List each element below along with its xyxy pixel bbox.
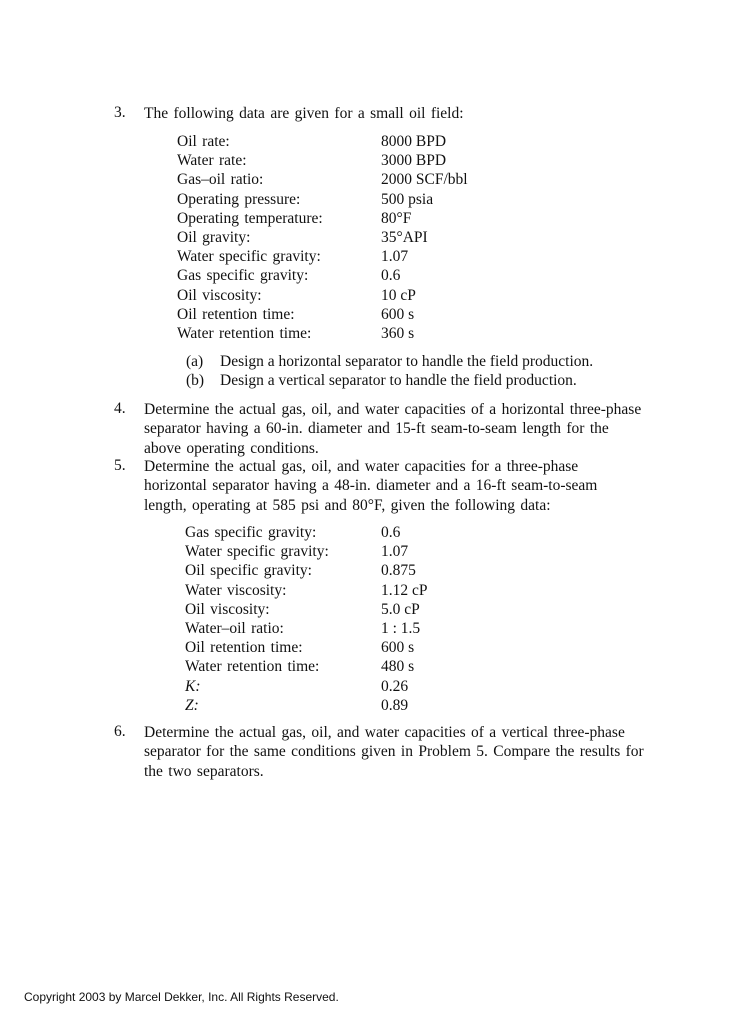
table-row [185, 696, 428, 715]
data-label: Oil retention time: [177, 305, 295, 323]
table-row [185, 619, 428, 638]
problem-6-number: 6. [114, 723, 126, 740]
table-row [185, 581, 428, 600]
data-value: 0.6 [381, 524, 401, 541]
table-row [185, 600, 428, 619]
data-label: Water viscosity: [185, 581, 287, 599]
table-row [185, 523, 428, 542]
data-label: Water retention time: [185, 658, 320, 676]
table-row [177, 228, 468, 247]
table-row [177, 324, 468, 343]
data-label: Z: [185, 696, 199, 714]
data-label: Water rate: [177, 152, 247, 170]
data-label: K: [185, 677, 201, 695]
data-label: Operating pressure: [177, 190, 301, 208]
data-value: 0.6 [381, 267, 401, 285]
subitem-text: Design a horizontal separator to handle the field production. [220, 353, 594, 370]
table-row [177, 266, 468, 285]
table-row [177, 190, 468, 209]
data-label: Water–oil ratio: [185, 620, 284, 638]
data-value: 0.89 [381, 696, 409, 714]
data-label: Oil specific gravity: [185, 562, 312, 580]
data-value: 8000 BPD [381, 133, 447, 150]
data-label: Oil viscosity: [177, 286, 262, 304]
table-row [185, 561, 428, 580]
data-value: 360 s [381, 325, 415, 343]
data-value: 10 cP [381, 286, 416, 304]
data-value: 600 s [381, 639, 415, 657]
data-value: 0.875 [381, 562, 416, 580]
data-label: Operating temperature: [177, 209, 323, 227]
problem-6 [114, 723, 644, 781]
data-label: Oil gravity: [177, 229, 251, 247]
subitem-letter: (b) [186, 371, 205, 389]
problem-3 [114, 104, 644, 123]
table-row [177, 151, 468, 170]
table-row [177, 286, 468, 305]
data-value: 80°F [381, 209, 412, 227]
data-label: Water specific gravity: [185, 543, 329, 561]
problem-5-data-table [185, 523, 428, 715]
problem-3-data-table [177, 132, 468, 343]
table-row [177, 132, 468, 151]
problem-6-text: Determine the actual gas, oil, and water capacities of a vertical three-phase separator for the same conditions given in Problem 5. Compare the results for the two separators. [144, 724, 644, 780]
data-value: 1.12 cP [381, 581, 428, 599]
table-row [185, 638, 428, 657]
data-label: Gas specific gravity: [185, 524, 317, 541]
table-row [185, 677, 428, 696]
data-value: 500 psia [381, 190, 434, 208]
data-label: Oil retention time: [185, 639, 303, 657]
table-row [185, 657, 428, 676]
data-value: 480 s [381, 658, 415, 676]
list-item [186, 353, 593, 372]
problem-4-number: 4. [114, 400, 126, 417]
data-label: Gas–oil ratio: [177, 171, 264, 189]
data-label: Oil rate: [177, 133, 230, 150]
subitem-letter: (a) [186, 353, 204, 370]
table-row [177, 305, 468, 324]
problem-3-subitems [186, 353, 593, 390]
data-value: 3000 BPD [381, 152, 447, 170]
data-value: 5.0 cP [381, 600, 420, 618]
table-row [177, 209, 468, 228]
table-row [185, 542, 428, 561]
data-value: 1.07 [381, 248, 409, 266]
data-label: Water retention time: [177, 325, 312, 343]
problem-5-number: 5. [114, 457, 126, 474]
data-value: 1 : 1.5 [381, 620, 421, 638]
list-item [186, 372, 593, 391]
data-value: 35°API [381, 229, 428, 247]
subitem-text: Design a vertical separator to handle the field production. [220, 371, 577, 389]
problem-3-intro: The following data are given for a small oil field: [144, 105, 464, 122]
problem-3-number: 3. [114, 104, 126, 121]
data-value: 1.07 [381, 543, 409, 561]
data-label: Water specific gravity: [177, 248, 321, 266]
data-value: 0.26 [381, 677, 409, 695]
data-value: 600 s [381, 305, 415, 323]
problem-4 [114, 400, 644, 458]
data-value: 2000 SCF/bbl [381, 171, 468, 189]
data-label: Oil viscosity: [185, 600, 270, 618]
table-row [177, 170, 468, 189]
problem-5-text: Determine the actual gas, oil, and water capacities for a three-phase horizontal separator having a 48-in. diameter and a 16-ft seam-to-seam length, operating at 585 psi and 80°F, given the following data: [144, 458, 598, 514]
problem-5 [114, 457, 644, 515]
problem-4-text: Determine the actual gas, oil, and water capacities of a horizontal three-phase separator having a 60-in. diameter and 15-ft seam-to-seam length for the above operating conditions. [144, 401, 642, 457]
data-label: Gas specific gravity: [177, 267, 309, 285]
copyright-footer: Copyright 2003 by Marcel Dekker, Inc. All Rights Reserved. [24, 990, 339, 1004]
table-row [177, 247, 468, 266]
